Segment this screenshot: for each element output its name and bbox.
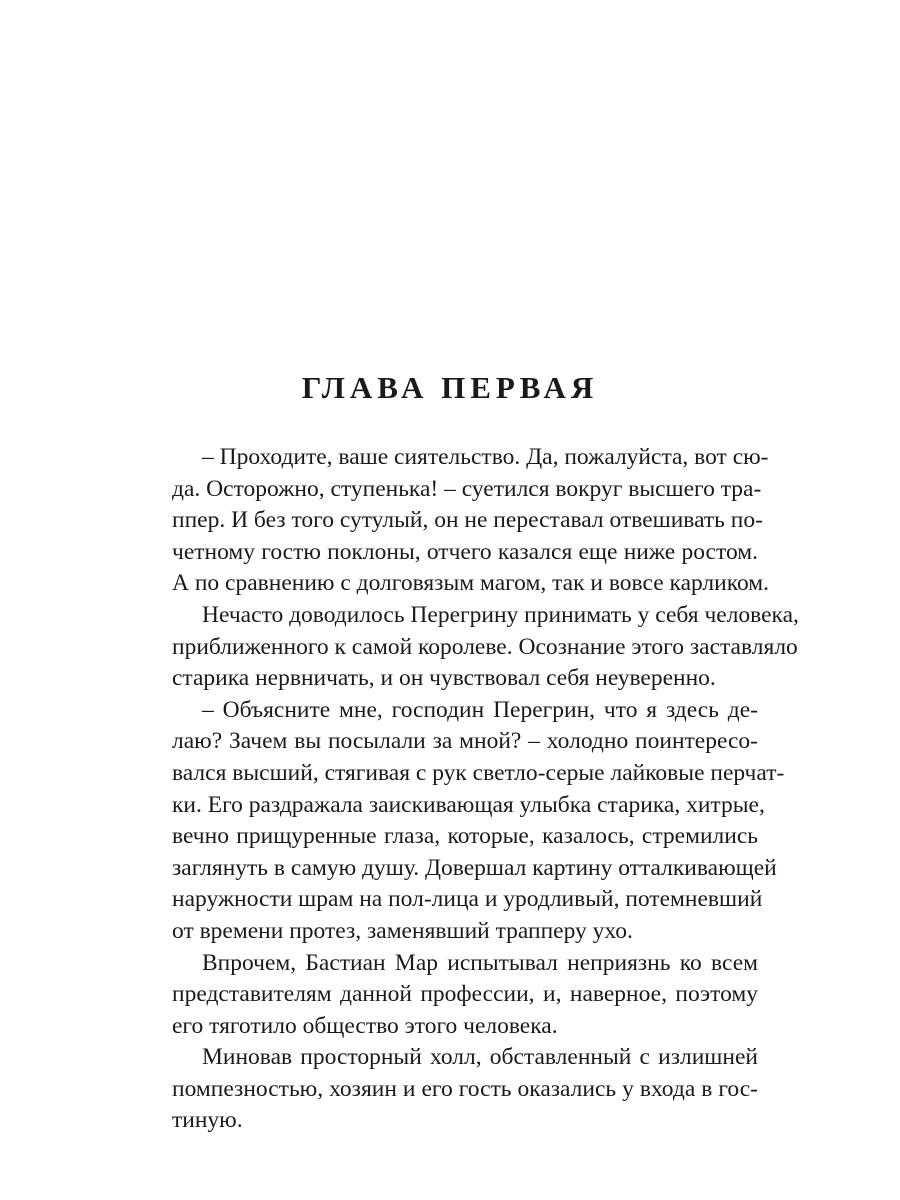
text-line: Нечасто доводилось Перегрину принимать у себя человека, [202, 601, 799, 628]
text-line: от времени протез, заменявший трапперу ухо. [172, 917, 633, 944]
text-line: наружности шрам на пол-лица и уродливый, потемневший [172, 886, 763, 913]
text-line: А по сравнению с долговязым магом, так и вовсе карликом. [172, 570, 770, 597]
text-line: заглянуть в самую душу. Довершал картину отталкивающей [172, 854, 777, 881]
text-line: представителям данной профессии, и, наверное, поэтому [172, 981, 758, 1008]
paragraph-1 [142, 442, 770, 600]
chapter-body [142, 442, 799, 1137]
text-line: тиную. [172, 1107, 243, 1134]
text-line: старика нервничать, и он чувствовал себя неуверенно. [172, 665, 716, 692]
chapter-title: ГЛАВА ПЕРВАЯ [301, 370, 599, 405]
text-line: помпезностью, хозяин и его гость оказались у входа в гос- [172, 1075, 758, 1102]
text-line: лаю? Зачем вы посылали за мной? – холодно поинтересо- [172, 728, 758, 755]
text-line: ки. Его раздражала заискивающая улыбка старика, хитрые, [172, 791, 765, 818]
text-line: вечно прищуренные глаза, которые, казалось, стремились [172, 823, 758, 850]
paragraph-4 [142, 948, 758, 1043]
text-line: да. Осторожно, ступенька! – суетился вокруг высшего тра- [172, 475, 762, 502]
text-line: – Объясните мне, господин Перегрин, что я здесь де- [202, 696, 758, 723]
text-line: Миновав просторный холл, обставленный с излишней [202, 1044, 758, 1071]
paragraph-2 [142, 600, 799, 695]
text-line: четному гостю поклоны, отчего казался еще ниже ростом. [172, 538, 758, 565]
text-line: приближенного к самой королеве. Осознание этого заставляло [172, 633, 798, 660]
text-line: вался высший, стягивая с рук светло-серые лайковые перчат- [172, 759, 785, 786]
text-line: – Проходите, ваше сиятельство. Да, пожалуйста, вот сю- [202, 444, 769, 470]
paragraph-3 [142, 695, 785, 948]
paragraph-5 [142, 1042, 758, 1137]
text-line: Впрочем, Бастиан Мар испытывал неприязнь ко всем [202, 949, 758, 976]
text-line: ппер. И без того сутулый, он не переставал отвешивать по- [172, 507, 763, 534]
text-line: его тяготило общество этого человека. [172, 1012, 558, 1039]
